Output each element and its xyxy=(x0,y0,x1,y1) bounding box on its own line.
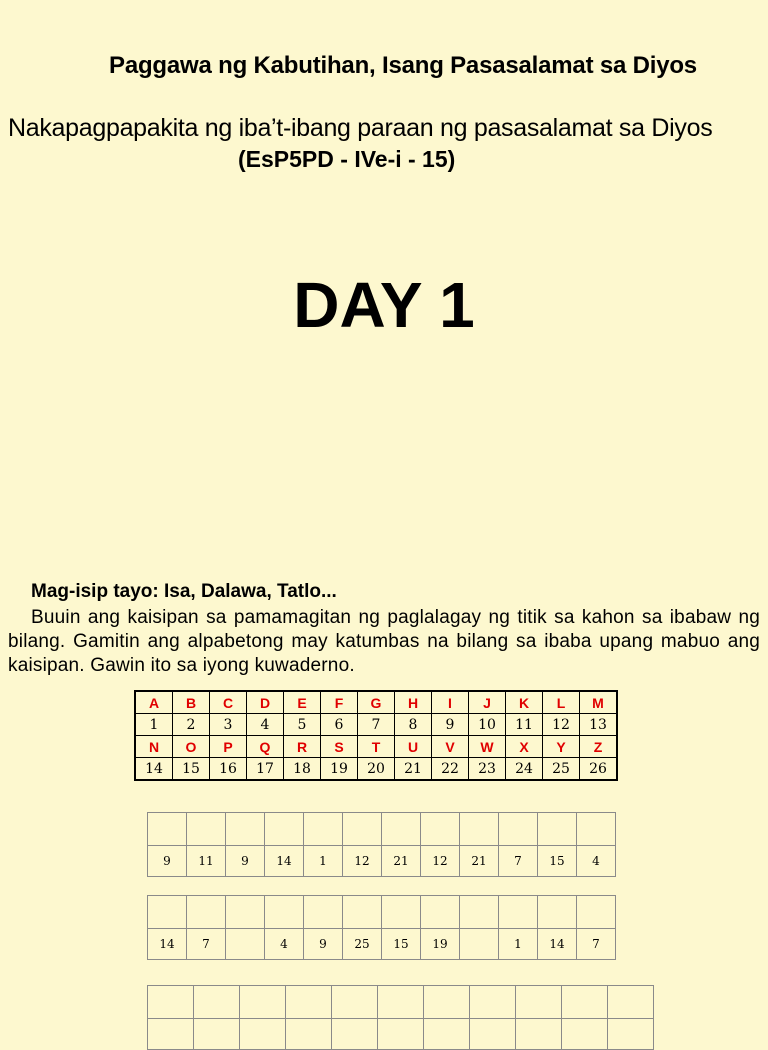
answer-box xyxy=(194,986,240,1019)
alphabet-number-cell: 1 xyxy=(135,714,173,736)
alphabet-letter-cell: C xyxy=(210,691,247,714)
answer-box xyxy=(187,896,226,929)
competency-code: (EsP5PD - IVe-i - 15) xyxy=(238,146,456,172)
alphabet-letter-cell: M xyxy=(580,691,618,714)
alphabet-number-cell: 15 xyxy=(173,758,210,781)
number-cell: 9 xyxy=(148,846,187,877)
alphabet-number-cell: 19 xyxy=(321,758,358,781)
number-cell xyxy=(562,1019,608,1050)
answer-box xyxy=(460,896,499,929)
number-cell: 11 xyxy=(187,846,226,877)
alphabet-number-cell: 24 xyxy=(506,758,543,781)
number-cell: 21 xyxy=(382,846,421,877)
alphabet-letter-cell: R xyxy=(284,736,321,758)
number-cell: 19 xyxy=(421,929,460,960)
alphabet-letter-cell: B xyxy=(173,691,210,714)
alphabet-number-cell: 13 xyxy=(580,714,618,736)
puzzle-grid-3 xyxy=(147,985,654,1050)
alphabet-letters-row-2 xyxy=(135,736,617,758)
answer-box xyxy=(343,896,382,929)
number-cell: 12 xyxy=(343,846,382,877)
answer-box xyxy=(538,896,577,929)
alphabet-letter-cell: K xyxy=(506,691,543,714)
alphabet-table xyxy=(134,690,618,781)
day-heading: DAY 1 xyxy=(293,269,475,341)
alphabet-letter-cell: H xyxy=(395,691,432,714)
answer-box xyxy=(516,986,562,1019)
alphabet-letter-cell: Q xyxy=(247,736,284,758)
alphabet-number-cell: 26 xyxy=(580,758,618,781)
alphabet-letter-cell: O xyxy=(173,736,210,758)
number-cell xyxy=(286,1019,332,1050)
alphabet-letter-cell: E xyxy=(284,691,321,714)
alphabet-number-cell: 2 xyxy=(173,714,210,736)
answer-box xyxy=(304,896,343,929)
answer-box xyxy=(304,813,343,846)
alphabet-letter-cell: J xyxy=(469,691,506,714)
number-row xyxy=(148,1019,654,1050)
number-cell: 7 xyxy=(577,929,616,960)
answer-box xyxy=(265,896,304,929)
alphabet-number-cell: 17 xyxy=(247,758,284,781)
alphabet-number-cell: 10 xyxy=(469,714,506,736)
answer-box xyxy=(499,896,538,929)
number-cell: 14 xyxy=(265,846,304,877)
number-cell: 9 xyxy=(226,846,265,877)
answer-box xyxy=(343,813,382,846)
alphabet-number-cell: 4 xyxy=(247,714,284,736)
number-cell: 1 xyxy=(499,929,538,960)
answer-row xyxy=(148,896,616,929)
answer-box xyxy=(382,813,421,846)
answer-box xyxy=(148,813,187,846)
alphabet-letter-cell: W xyxy=(469,736,506,758)
number-cell: 15 xyxy=(538,846,577,877)
answer-box xyxy=(421,813,460,846)
answer-box xyxy=(499,813,538,846)
number-cell xyxy=(516,1019,562,1050)
alphabet-letter-cell: Y xyxy=(543,736,580,758)
alphabet-letters-row-1 xyxy=(135,691,617,714)
number-cell xyxy=(148,1019,194,1050)
objective-text: Nakapagpapakita ng iba’t-ibang paraan ng pasasalamat sa Diyos xyxy=(8,114,713,142)
number-cell xyxy=(470,1019,516,1050)
alphabet-number-cell: 9 xyxy=(432,714,469,736)
answer-box xyxy=(424,986,470,1019)
alphabet-letter-cell: S xyxy=(321,736,358,758)
answer-box xyxy=(421,896,460,929)
alphabet-number-cell: 20 xyxy=(358,758,395,781)
number-cell: 15 xyxy=(382,929,421,960)
answer-box xyxy=(460,813,499,846)
activity-instructions: Buuin ang kaisipan sa pamamagitan ng paglalagay ng titik sa kahon sa ibabaw ng bilang. Gamitin ang alpabetong may katumbas na bilang sa ibaba upang mabuo ang kaisipan. Gawin ito sa iyong kuwaderno. xyxy=(8,607,760,676)
number-cell: 7 xyxy=(499,846,538,877)
alphabet-letter-cell: U xyxy=(395,736,432,758)
number-cell: 14 xyxy=(148,929,187,960)
answer-box xyxy=(187,813,226,846)
alphabet-number-cell: 23 xyxy=(469,758,506,781)
number-cell: 14 xyxy=(538,929,577,960)
alphabet-letter-cell: V xyxy=(432,736,469,758)
answer-box xyxy=(265,813,304,846)
answer-box xyxy=(148,986,194,1019)
alphabet-numbers-row-1 xyxy=(135,714,617,736)
number-cell xyxy=(378,1019,424,1050)
alphabet-letter-cell: Z xyxy=(580,736,618,758)
answer-box xyxy=(608,986,654,1019)
answer-row xyxy=(148,986,654,1019)
alphabet-letter-cell: L xyxy=(543,691,580,714)
alphabet-number-cell: 16 xyxy=(210,758,247,781)
puzzle-grid-2 xyxy=(147,895,616,960)
alphabet-number-cell: 12 xyxy=(543,714,580,736)
number-cell xyxy=(240,1019,286,1050)
number-cell: 4 xyxy=(577,846,616,877)
answer-box xyxy=(332,986,378,1019)
number-cell xyxy=(332,1019,378,1050)
answer-box xyxy=(148,896,187,929)
answer-box xyxy=(226,813,265,846)
activity-heading: Mag-isip tayo: Isa, Dalawa, Tatlo... xyxy=(31,581,337,602)
answer-box xyxy=(382,896,421,929)
number-cell: 4 xyxy=(265,929,304,960)
alphabet-number-cell: 14 xyxy=(135,758,173,781)
number-cell: 9 xyxy=(304,929,343,960)
alphabet-letter-cell: P xyxy=(210,736,247,758)
puzzle-grid-1 xyxy=(147,812,616,877)
answer-box xyxy=(240,986,286,1019)
number-cell: 7 xyxy=(187,929,226,960)
answer-row xyxy=(148,813,616,846)
alphabet-letter-cell: T xyxy=(358,736,395,758)
number-cell: 25 xyxy=(343,929,382,960)
alphabet-number-cell: 21 xyxy=(395,758,432,781)
answer-box xyxy=(538,813,577,846)
alphabet-number-cell: 11 xyxy=(506,714,543,736)
number-cell xyxy=(194,1019,240,1050)
answer-box xyxy=(577,896,616,929)
answer-box xyxy=(378,986,424,1019)
alphabet-number-cell: 22 xyxy=(432,758,469,781)
alphabet-number-cell: 18 xyxy=(284,758,321,781)
number-row xyxy=(148,929,616,960)
number-cell: 1 xyxy=(304,846,343,877)
alphabet-letter-cell: X xyxy=(506,736,543,758)
number-cell: 21 xyxy=(460,846,499,877)
alphabet-number-cell: 8 xyxy=(395,714,432,736)
number-row xyxy=(148,846,616,877)
alphabet-letter-cell: I xyxy=(432,691,469,714)
alphabet-number-cell: 6 xyxy=(321,714,358,736)
answer-box xyxy=(286,986,332,1019)
answer-box xyxy=(226,896,265,929)
number-cell xyxy=(608,1019,654,1050)
page-title: Paggawa ng Kabutihan, Isang Pasasalamat sa Diyos xyxy=(109,52,697,79)
alphabet-numbers-row-2 xyxy=(135,758,617,781)
answer-box xyxy=(470,986,516,1019)
alphabet-letter-cell: N xyxy=(135,736,173,758)
alphabet-number-cell: 5 xyxy=(284,714,321,736)
alphabet-letter-cell: G xyxy=(358,691,395,714)
alphabet-letter-cell: A xyxy=(135,691,173,714)
number-cell xyxy=(424,1019,470,1050)
number-cell xyxy=(226,929,265,960)
alphabet-number-cell: 3 xyxy=(210,714,247,736)
alphabet-letter-cell: D xyxy=(247,691,284,714)
answer-box xyxy=(562,986,608,1019)
number-cell: 12 xyxy=(421,846,460,877)
number-cell xyxy=(460,929,499,960)
alphabet-letter-cell: F xyxy=(321,691,358,714)
alphabet-number-cell: 7 xyxy=(358,714,395,736)
answer-box xyxy=(577,813,616,846)
alphabet-number-cell: 25 xyxy=(543,758,580,781)
